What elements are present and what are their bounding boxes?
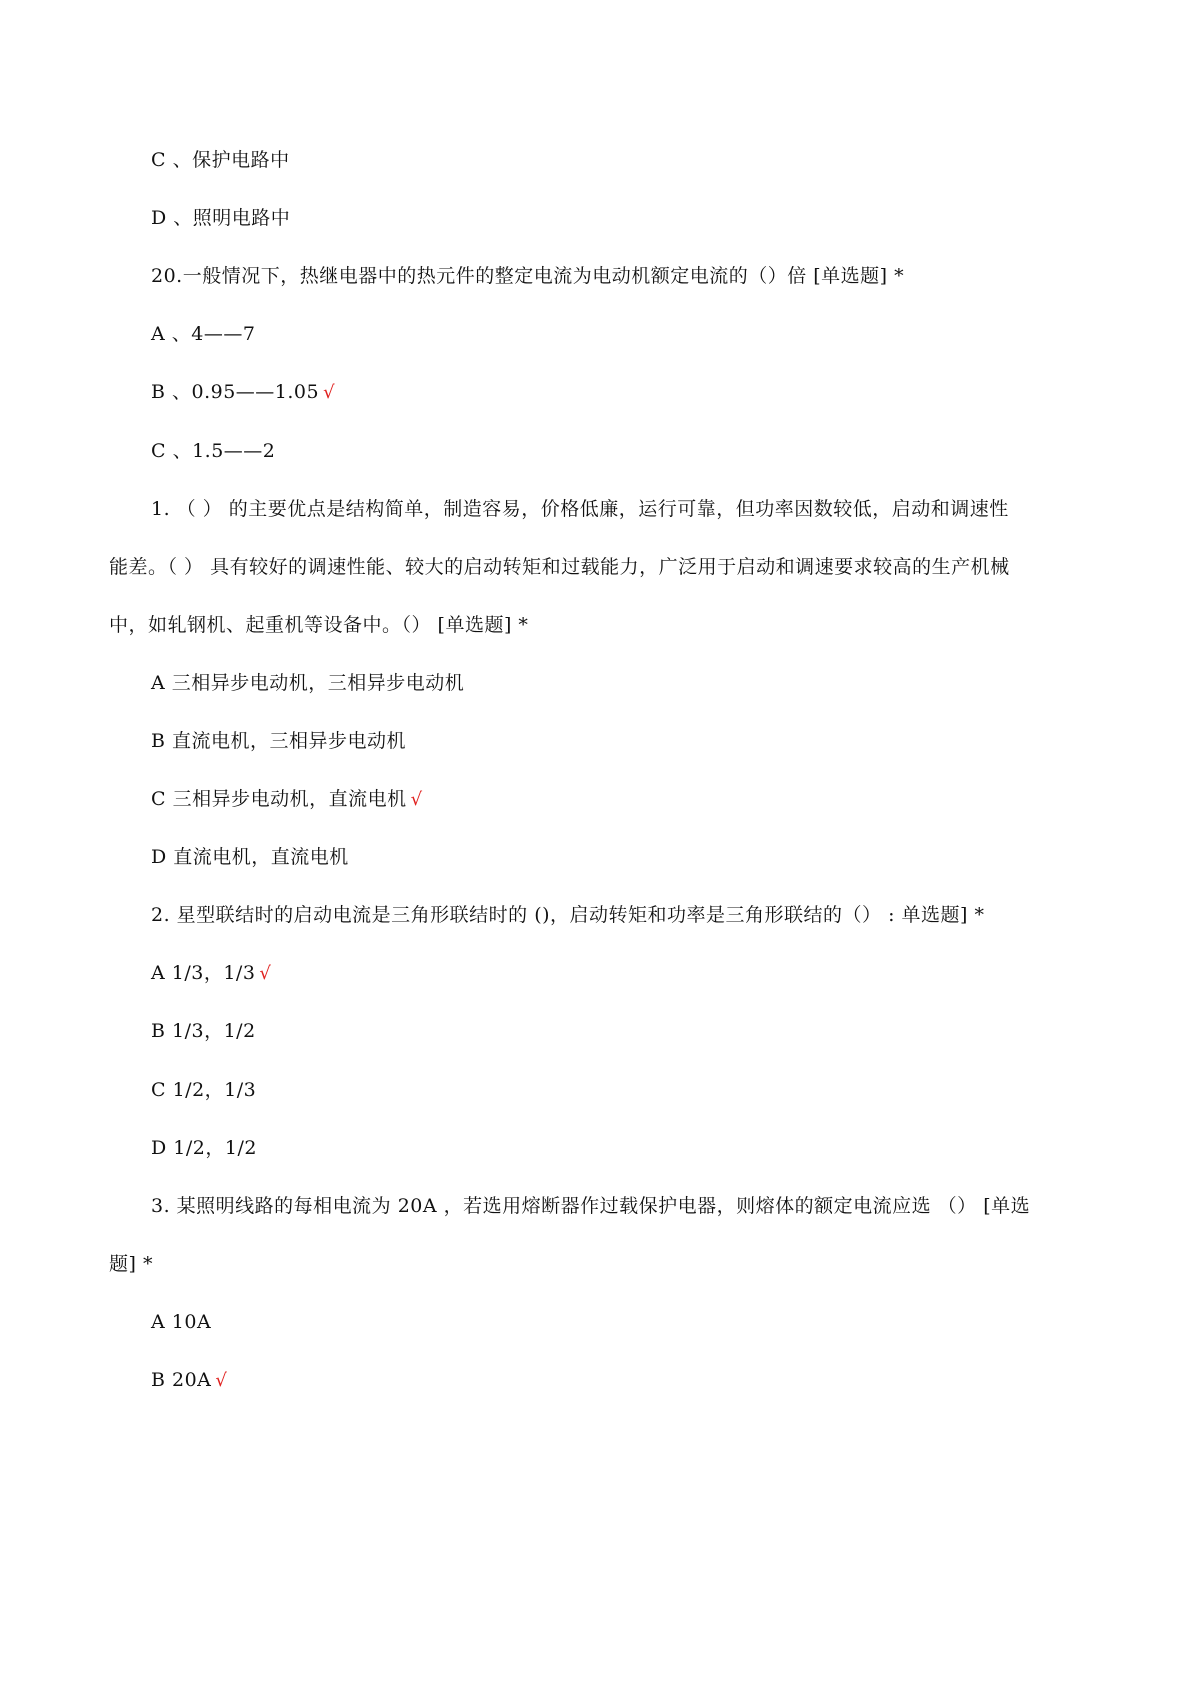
- option-text: B 20A: [151, 1369, 212, 1391]
- correct-check-icon: √: [215, 1370, 228, 1391]
- option-text: C 、保护电路中: [151, 149, 290, 171]
- question-text: 1. （ ） 的主要优点是结构简单，制造容易，价格低廉，运行可靠，但功率因数较低，启动和调速性: [151, 498, 1009, 520]
- option-text: B 1/3，1/2: [151, 1020, 256, 1042]
- q20-option-c: [151, 439, 275, 463]
- q2-option-a: [151, 961, 271, 986]
- question-text: 3. 某照明线路的每相电流为 20A ，若选用熔断器作过载保护电器，则熔体的额定电流应选 （） [单选: [151, 1195, 1031, 1217]
- q3-stem-line-2: [109, 1252, 153, 1276]
- q3-option-b: [151, 1368, 227, 1393]
- q1-option-b: [151, 729, 406, 753]
- q1-option-c: [151, 787, 423, 812]
- q20-stem: [151, 264, 904, 288]
- q2-option-d: [151, 1136, 257, 1160]
- option-text: D 直流电机，直流电机: [151, 846, 349, 868]
- question-text: 题] *: [109, 1253, 153, 1275]
- q1-stem-line-2: [109, 555, 1010, 579]
- q19-option-d: [151, 206, 290, 230]
- question-text: 能差。（ ） 具有较好的调速性能、较大的启动转矩和过载能力，广泛用于启动和调速要求较高的生产机械: [109, 556, 1010, 578]
- option-text: D 1/2，1/2: [151, 1137, 257, 1159]
- option-text: A 、4——7: [151, 323, 256, 345]
- option-text: B 直流电机，三相异步电动机: [151, 730, 407, 752]
- option-text: A 1/3，1/3: [151, 962, 256, 984]
- q20-option-b: [151, 380, 335, 405]
- option-text: B 、0.95——1.05: [151, 381, 320, 403]
- q1-stem-line-1: [151, 497, 1083, 521]
- question-text: 中，如轧钢机、起重机等设备中。（） [单选题] *: [109, 614, 529, 636]
- option-text: D 、照明电路中: [151, 207, 291, 229]
- correct-check-icon: √: [259, 963, 272, 984]
- option-text: A 10A: [151, 1311, 212, 1333]
- q20-option-a: [151, 322, 255, 346]
- option-text: A 三相异步电动机，三相异步电动机: [151, 672, 465, 694]
- q1-option-d: [151, 845, 349, 869]
- q2-stem: [151, 903, 984, 927]
- q19-option-c: [151, 148, 290, 172]
- correct-check-icon: √: [410, 789, 423, 810]
- q3-option-a: [151, 1310, 211, 1334]
- option-text: C 三相异步电动机，直流电机: [151, 788, 407, 810]
- question-text: 2. 星型联结时的启动电流是三角形联结时的 ()，启动转矩和功率是三角形联结的（） : 单选题] *: [151, 904, 985, 926]
- q3-stem-line-1: [151, 1194, 1030, 1218]
- q1-stem-line-3: [109, 613, 528, 637]
- q1-option-a: [151, 671, 464, 695]
- option-text: C 、1.5——2: [151, 440, 276, 462]
- option-text: C 1/2，1/3: [151, 1079, 257, 1101]
- correct-check-icon: √: [323, 382, 336, 403]
- q2-option-c: [151, 1078, 256, 1102]
- q2-option-b: [151, 1019, 256, 1043]
- question-text: 20.一般情况下，热继电器中的热元件的整定电流为电动机额定电流的（）倍 [单选题] *: [151, 265, 905, 287]
